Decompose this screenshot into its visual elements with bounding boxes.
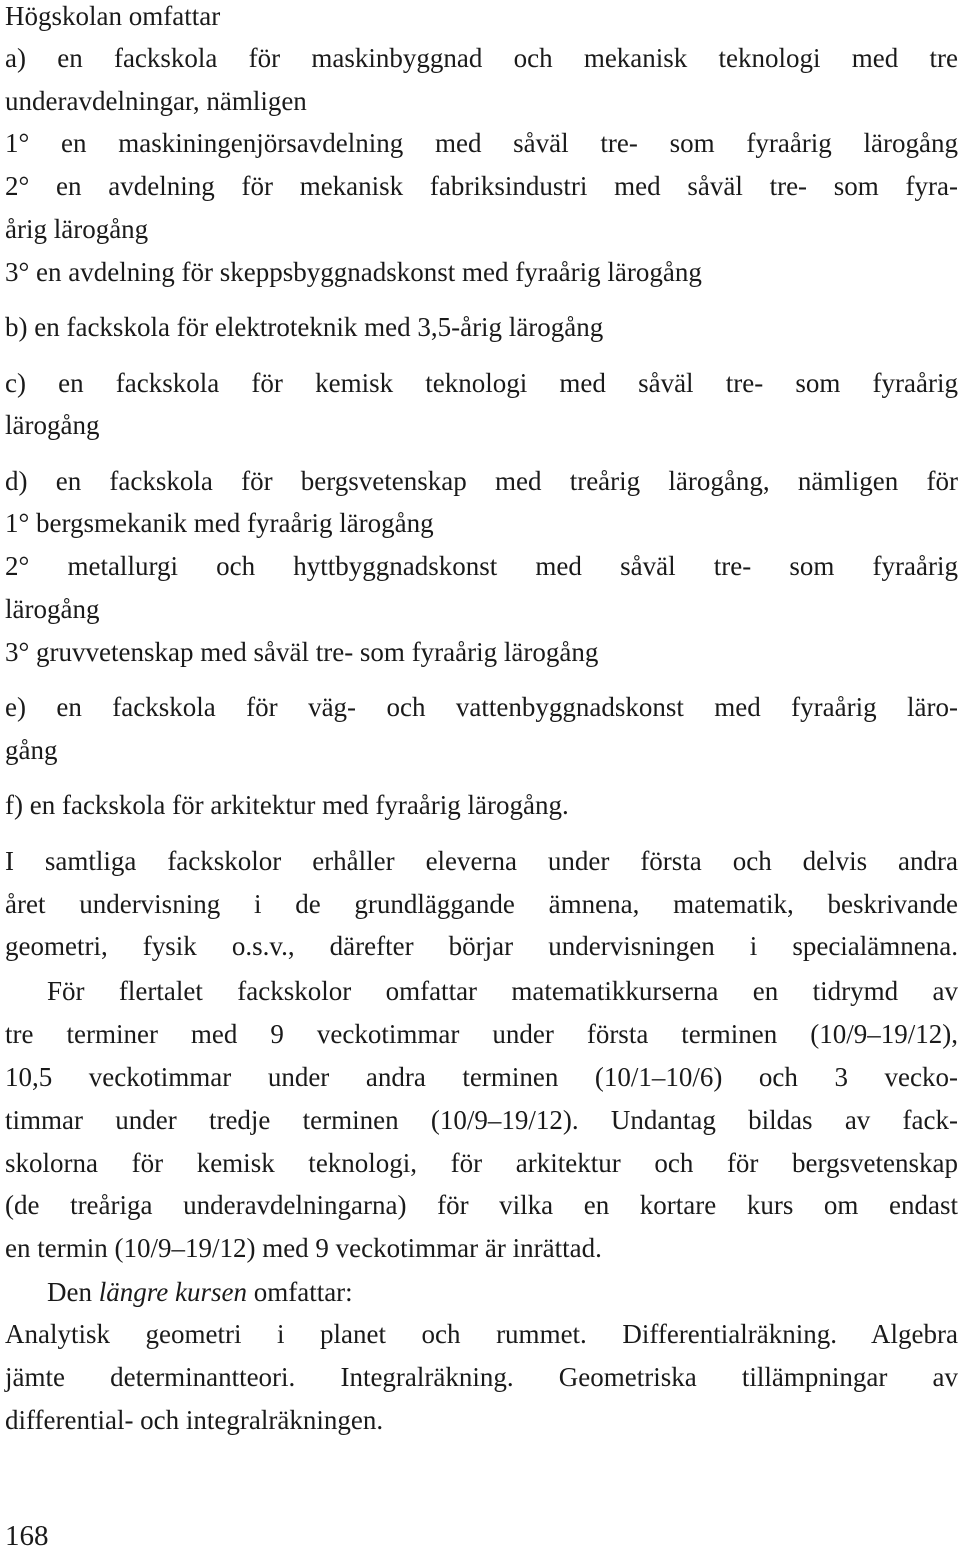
list-item-a-line-1: a) en fackskola för maskinbyggnad och mekanisk teknologi med tre	[5, 43, 958, 73]
sub-item-a2-line-1: 2° en avdelning för mekanisk fabriksindustri med såväl tre- som fyra-	[5, 171, 958, 201]
paragraph-1-line-2: året undervisning i de grundläggande ämnena, matematik, beskrivande	[5, 889, 958, 919]
sub-item-a2-line-2: årig lärogång	[5, 214, 149, 244]
intro-line: Högskolan omfattar	[5, 1, 221, 31]
course-intro-suffix: omfattar:	[246, 1277, 353, 1307]
paragraph-1-line-3: geometri, fysik o.s.v., därefter börjar undervisningen i specialämnena.	[5, 931, 958, 961]
course-intro-prefix: Den	[47, 1277, 99, 1307]
sub-item-a1: 1° en maskiningenjörsavdelning med såväl tre- som fyraårig lärogång	[5, 128, 958, 158]
paragraph-2-line-6: (de treåriga underavdelningarna) för vilka en kortare kurs om endast	[5, 1190, 958, 1220]
list-item-f: f) en fackskola för arkitektur med fyraårig lärogång.	[5, 790, 569, 820]
sub-item-d1: 1° bergsmekanik med fyraårig lärogång	[5, 508, 434, 538]
list-item-e-line-2: gång	[5, 735, 58, 765]
page-number: 168	[5, 1520, 49, 1552]
list-item-b: b) en fackskola för elektroteknik med 3,5-årig lärogång	[5, 312, 604, 342]
course-name-italic: längre kursen	[98, 1277, 247, 1307]
sub-item-a3: 3° en avdelning för skeppsbyggnadskonst med fyraårig lärogång	[5, 257, 702, 287]
paragraph-3-line-3: jämte determinantteori. Integralräkning. Geometriska tillämpningar av	[5, 1362, 958, 1392]
list-item-d: d) en fackskola för bergsvetenskap med treårig lärogång, nämligen för	[5, 466, 958, 496]
paragraph-1-line-1: I samtliga fackskolor erhåller eleverna under första och delvis andra	[5, 846, 958, 876]
list-item-c-line-1: c) en fackskola för kemisk teknologi med såväl tre- som fyraårig	[5, 368, 958, 398]
sub-item-d2-line-1: 2° metallurgi och hyttbyggnadskonst med såväl tre- som fyraårig	[5, 551, 958, 581]
paragraph-2-line-2: tre terminer med 9 veckotimmar under första terminen (10/9–19/12),	[5, 1019, 958, 1049]
list-item-e-line-1: e) en fackskola för väg- och vattenbyggnadskonst med fyraårig läro-	[5, 692, 958, 722]
paragraph-3-line-4: differential- och integralräkningen.	[5, 1405, 384, 1435]
paragraph-3-line-2: Analytisk geometri i planet och rummet. Differentialräkning. Algebra	[5, 1319, 958, 1349]
paragraph-2-line-5: skolorna för kemisk teknologi, för arkitektur och för bergsvetenskap	[5, 1148, 958, 1178]
sub-item-d3: 3° gruvvetenskap med såväl tre- som fyraårig lärogång	[5, 637, 599, 667]
paragraph-2-line-7: en termin (10/9–19/12) med 9 veckotimmar är inrättad.	[5, 1233, 602, 1263]
paragraph-2-line-3: 10,5 veckotimmar under andra terminen (10/1–10/6) och 3 vecko-	[5, 1062, 958, 1092]
sub-item-d2-line-2: lärogång	[5, 594, 100, 624]
paragraph-2-line-4: timmar under tredje terminen (10/9–19/12). Undantag bildas av fack-	[5, 1105, 958, 1135]
paragraph-3-line-1	[5, 1276, 958, 1308]
list-item-c-line-2: lärogång	[5, 410, 100, 440]
list-item-a-line-2: underavdelningar, nämligen	[5, 86, 307, 116]
paragraph-2-line-1: För flertalet fackskolor omfattar matematikkurserna en tidrymd av	[47, 976, 958, 1006]
